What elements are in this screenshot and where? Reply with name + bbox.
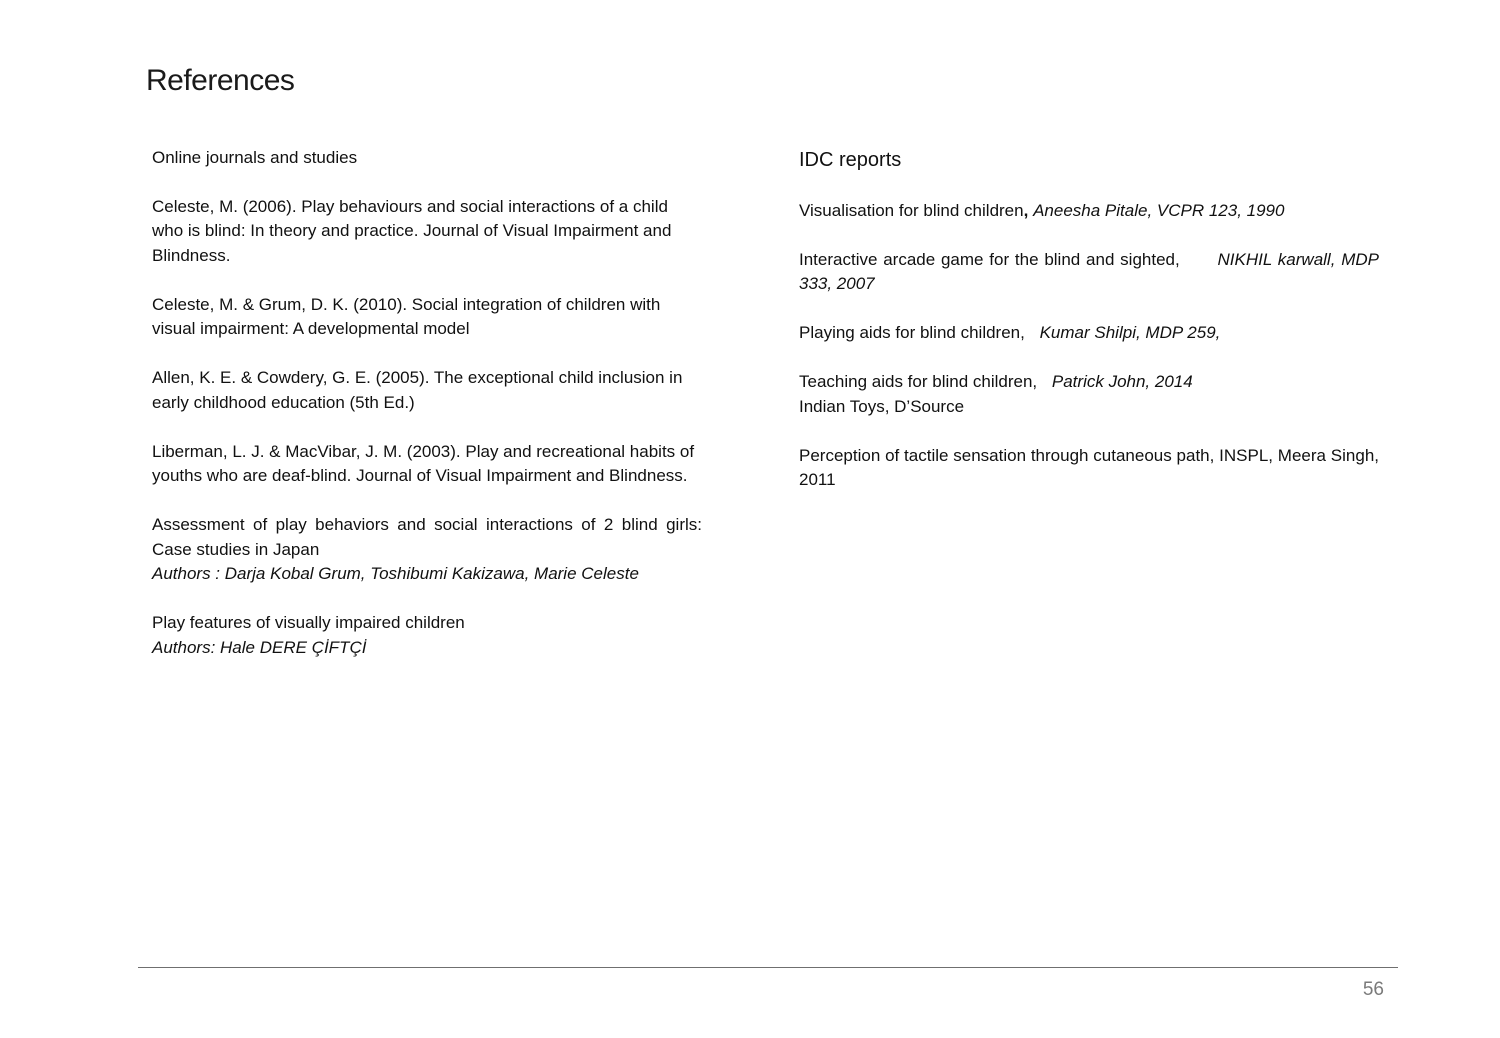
reference-item xyxy=(152,440,702,489)
reference-item xyxy=(152,513,702,587)
reference-authors: Authors : Darja Kobal Grum, Toshibumi Kakizawa, Marie Celeste xyxy=(152,564,639,583)
report-title: Teaching aids for blind children, xyxy=(799,372,1038,391)
report-detail: Patrick John, 2014 xyxy=(1051,372,1193,391)
report-title: Visualisation for blind children xyxy=(799,200,1024,220)
reference-item xyxy=(152,366,702,415)
report-item xyxy=(799,199,1379,224)
report-title: Perception of tactile sensation through cutaneous path, INSPL, Meera Singh, 2011 xyxy=(799,445,1379,489)
online-journals-column xyxy=(152,146,702,685)
reference-text: Allen, K. E. & Cowdery, G. E. (2005). The exceptional child inclusion in early childhood education (5th Ed.) xyxy=(152,368,683,412)
idc-reports-column xyxy=(799,146,1379,517)
reference-item xyxy=(152,611,702,660)
report-detail: NIKHIL karwall, MDP 333, 2007 xyxy=(799,249,1379,293)
report-extra: Indian Toys, D’Source xyxy=(799,396,965,416)
report-item xyxy=(799,370,1379,419)
reference-text: Assessment of play behaviors and social interactions of 2 blind girls: Case studies in Japan xyxy=(152,515,702,559)
page-title: References xyxy=(146,64,295,97)
report-detail: Aneesha Pitale, VCPR 123, 1990 xyxy=(1033,200,1285,220)
report-title: Playing aids for blind children, xyxy=(799,323,1025,342)
reference-item xyxy=(152,195,702,269)
reference-authors: Authors: Hale DERE ÇİFTÇİ xyxy=(152,637,367,657)
report-separator: , xyxy=(1023,200,1029,220)
reference-text: Celeste, M. & Grum, D. K. (2010). Social integration of children with visual impairment: A developmental model xyxy=(152,294,661,338)
report-detail: Kumar Shilpi, MDP 259, xyxy=(1039,323,1221,342)
idc-reports-heading: IDC reports xyxy=(799,149,902,171)
reference-text: Play features of visually impaired children xyxy=(152,613,465,632)
online-journals-heading: Online journals and studies xyxy=(152,148,358,167)
footer-divider xyxy=(138,967,1398,968)
reference-text: Celeste, M. (2006). Play behaviours and social interactions of a child who is blind: In theory and practice. Journal of Visual Impairment and Blindness. xyxy=(152,196,672,265)
report-title: Interactive arcade game for the blind and sighted, xyxy=(799,249,1180,269)
page-number: 56 xyxy=(1362,979,1384,1000)
report-item xyxy=(799,321,1379,346)
report-item xyxy=(799,444,1379,493)
report-item xyxy=(799,248,1379,297)
reference-item xyxy=(152,293,702,342)
reference-text: Liberman, L. J. & MacVibar, J. M. (2003). Play and recreational habits of youths who are deaf-blind. Journal of Visual Impairment and Blindness. xyxy=(152,441,695,485)
